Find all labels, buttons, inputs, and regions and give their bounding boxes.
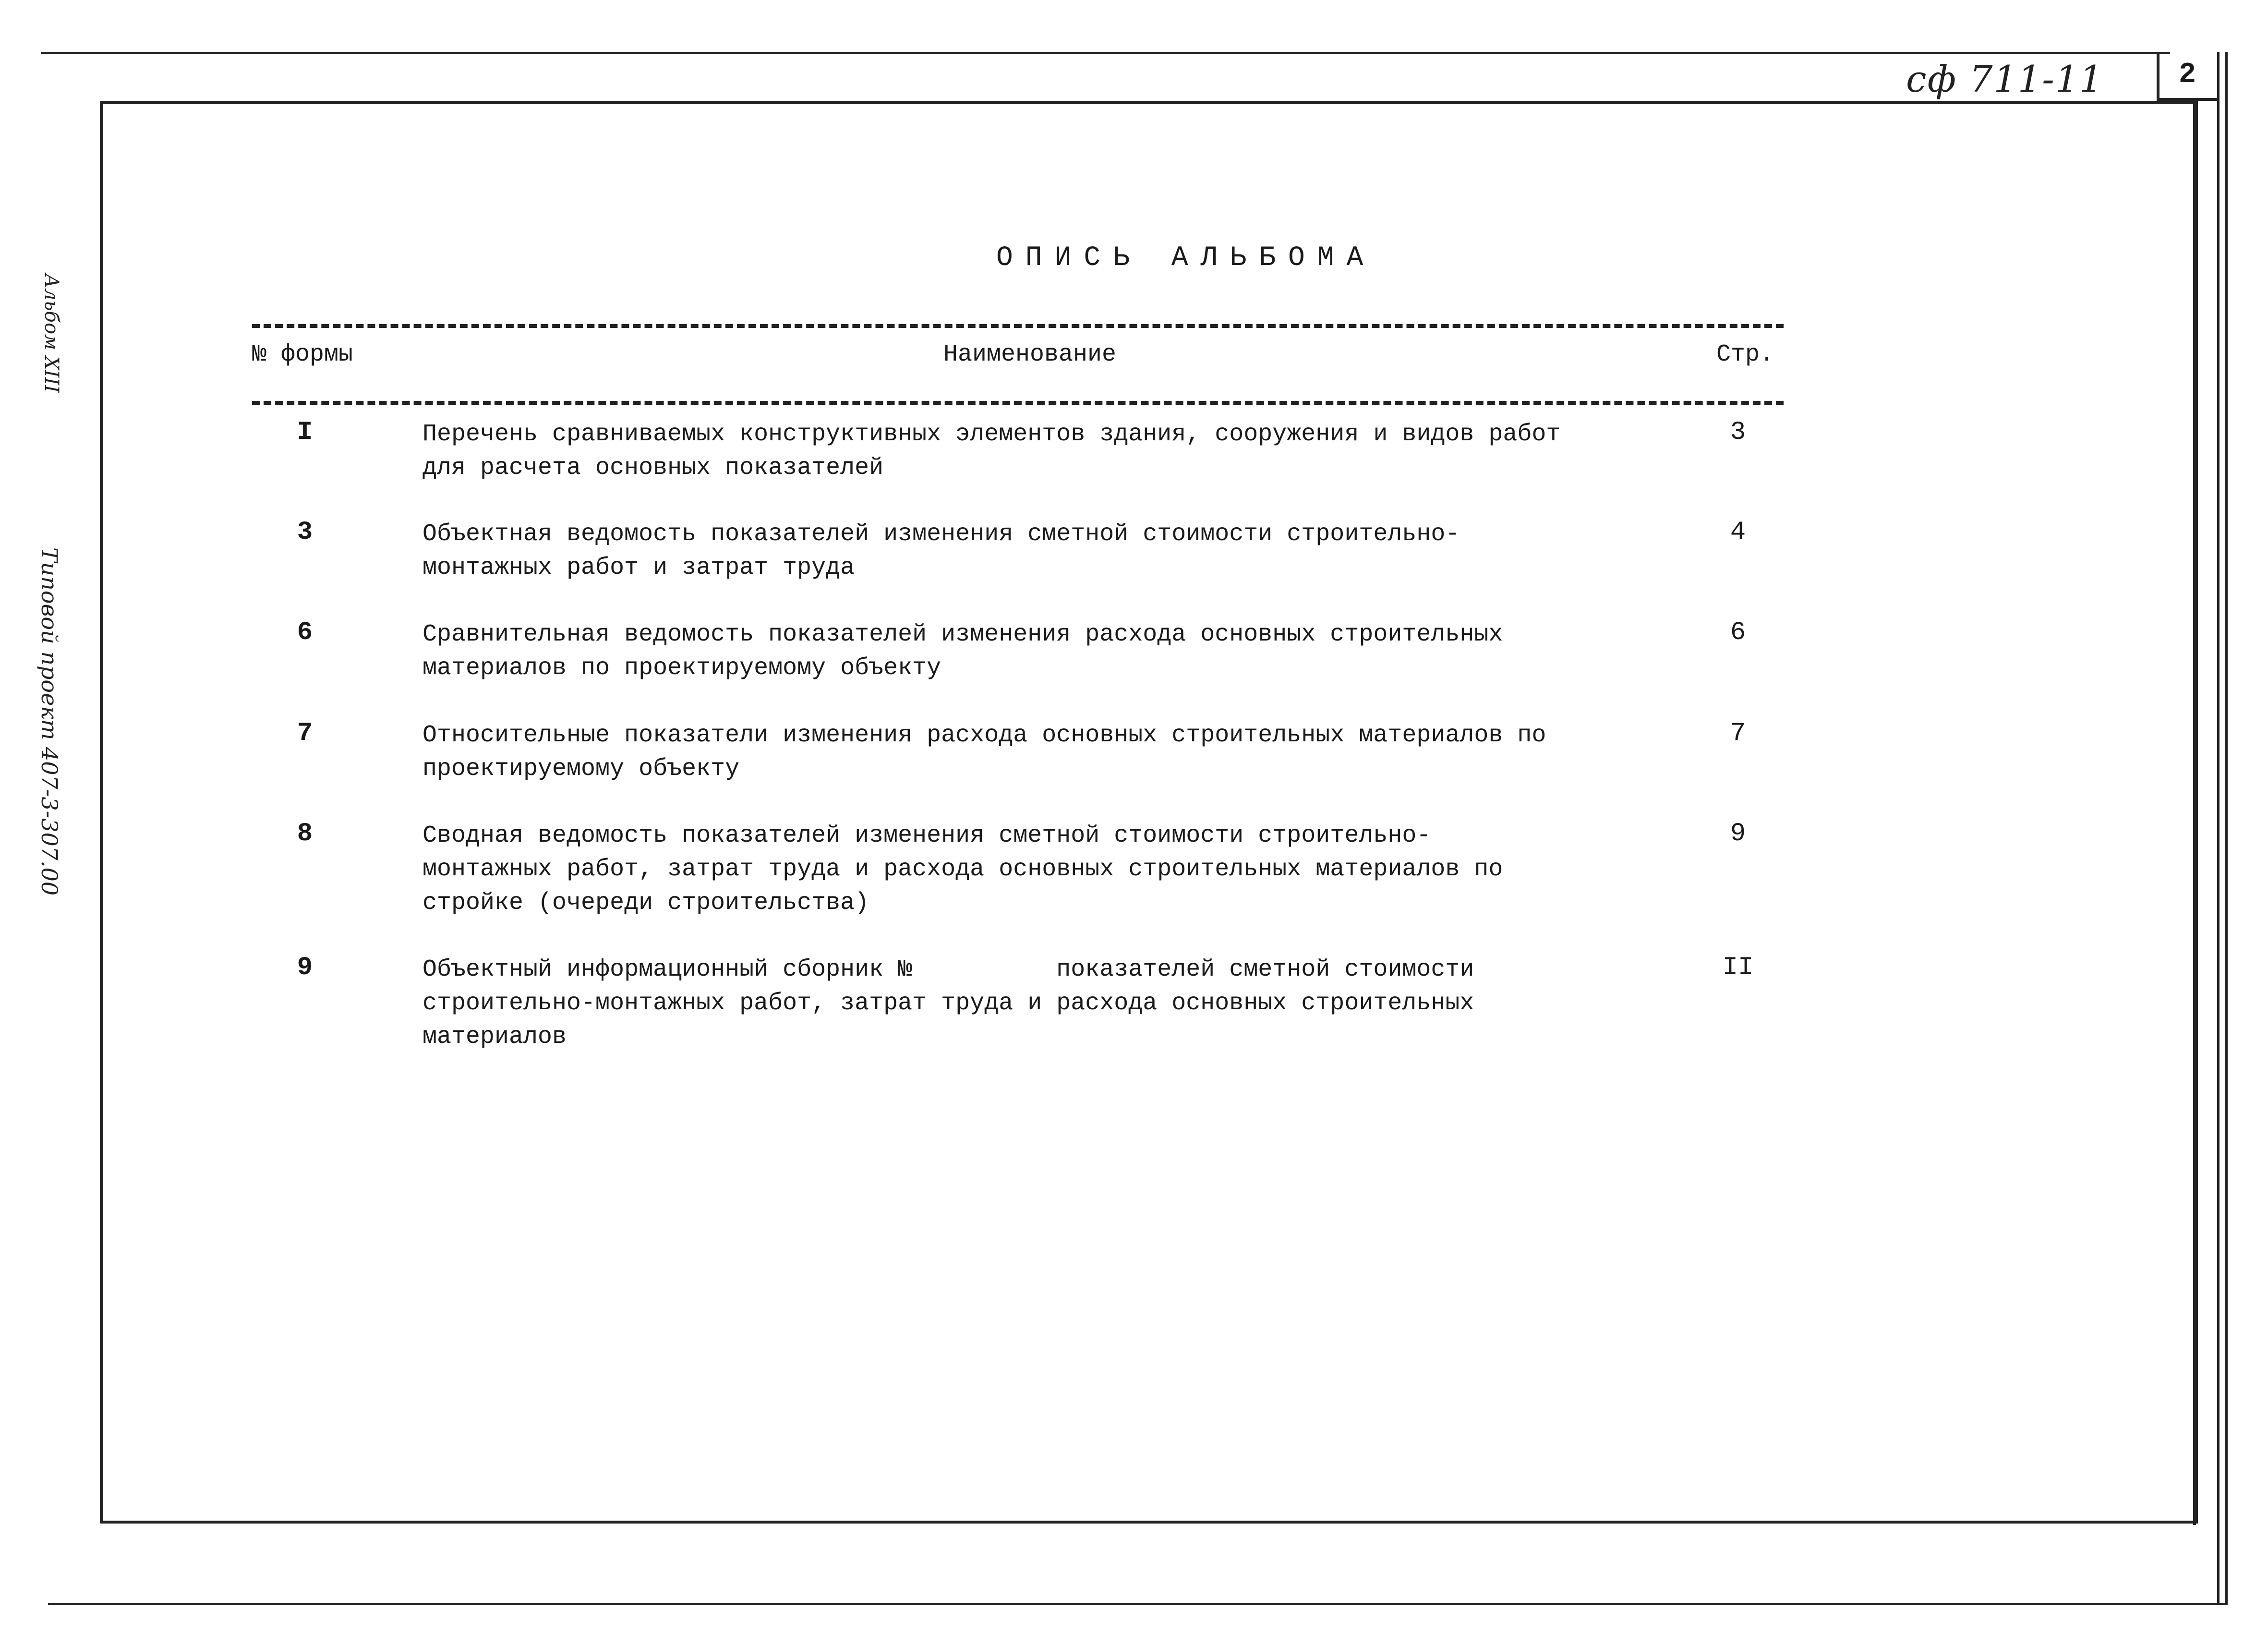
row-page-number: 7 xyxy=(1730,719,1746,748)
row-form-number: I xyxy=(297,418,313,447)
sheet-edge-line-outer xyxy=(2225,52,2228,1605)
row-form-number: 8 xyxy=(297,819,313,848)
row-name-line: материалов xyxy=(422,1023,567,1051)
column-header-page: Стр. xyxy=(1716,341,1774,368)
row-form-number: 6 xyxy=(297,618,313,647)
row-form-number: 7 xyxy=(297,719,313,748)
row-page-number: II xyxy=(1722,953,1754,982)
row-name xyxy=(422,719,1546,786)
row-form-number: 9 xyxy=(297,953,313,982)
row-name-line: материалов по проектируемому объекту xyxy=(422,654,941,682)
row-page-number: 9 xyxy=(1730,819,1746,848)
row-form-number: 3 xyxy=(297,518,313,547)
row-page-number: 6 xyxy=(1730,618,1746,647)
column-header-form: № формы xyxy=(252,341,353,368)
bottom-border-line xyxy=(48,1603,2228,1605)
row-name-line: Сводная ведомость показателей изменения сметной стоимости строительно- xyxy=(422,822,1431,849)
row-name-line: проектируемому объекту xyxy=(422,755,740,783)
frame-right-line xyxy=(2193,100,2196,1525)
document-code: сф 711-11 xyxy=(1906,58,2104,100)
row-name-line: для расчета основных показателей xyxy=(422,454,884,482)
row-page-number: 4 xyxy=(1730,518,1746,547)
row-name xyxy=(422,953,1474,1054)
row-name xyxy=(422,518,1460,585)
margin-project-label: Типовой проект 407-3-307.00 xyxy=(36,547,62,896)
row-name-line: монтажных работ, затрат труда и расхода основных строительных материалов по xyxy=(422,856,1503,883)
row-name-line: Сравнительная ведомость показателей изменения расхода основных строительных xyxy=(422,621,1503,648)
table-header-dashed-rule xyxy=(252,401,1784,405)
sheet-edge-line xyxy=(2217,52,2220,1605)
row-page-number: 3 xyxy=(1730,418,1746,447)
row-name-line: стройке (очереди строительства) xyxy=(422,889,869,917)
top-border-line xyxy=(41,52,2170,54)
sheet-number: 2 xyxy=(2178,59,2196,91)
row-name-line: строительно-монтажных работ, затрат труда и расхода основных строительных xyxy=(422,990,1474,1017)
row-name xyxy=(422,418,1560,485)
column-header-name: Наименование xyxy=(943,341,1117,368)
row-name-line: монтажных работ и затрат труда xyxy=(422,554,855,581)
table-top-dashed-rule xyxy=(252,324,1784,328)
row-name-line: Объектная ведомость показателей изменения сметной стоимости строительно- xyxy=(422,520,1460,548)
page-title: ОПИСЬ АЛЬБОМА xyxy=(996,242,1376,274)
row-name xyxy=(422,819,1503,920)
drawing-frame xyxy=(100,101,2198,1524)
row-name-line: Относительные показатели изменения расхода основных строительных материалов по xyxy=(422,722,1546,749)
row-name-line: Объектный информационный сборник № показателей сметной стоимости xyxy=(422,956,1474,983)
row-name-line: Перечень сравниваемых конструктивных элементов здания, сооружения и видов работ xyxy=(422,421,1561,448)
row-name xyxy=(422,618,1503,685)
margin-album-label: Альбом XIII xyxy=(40,274,62,393)
